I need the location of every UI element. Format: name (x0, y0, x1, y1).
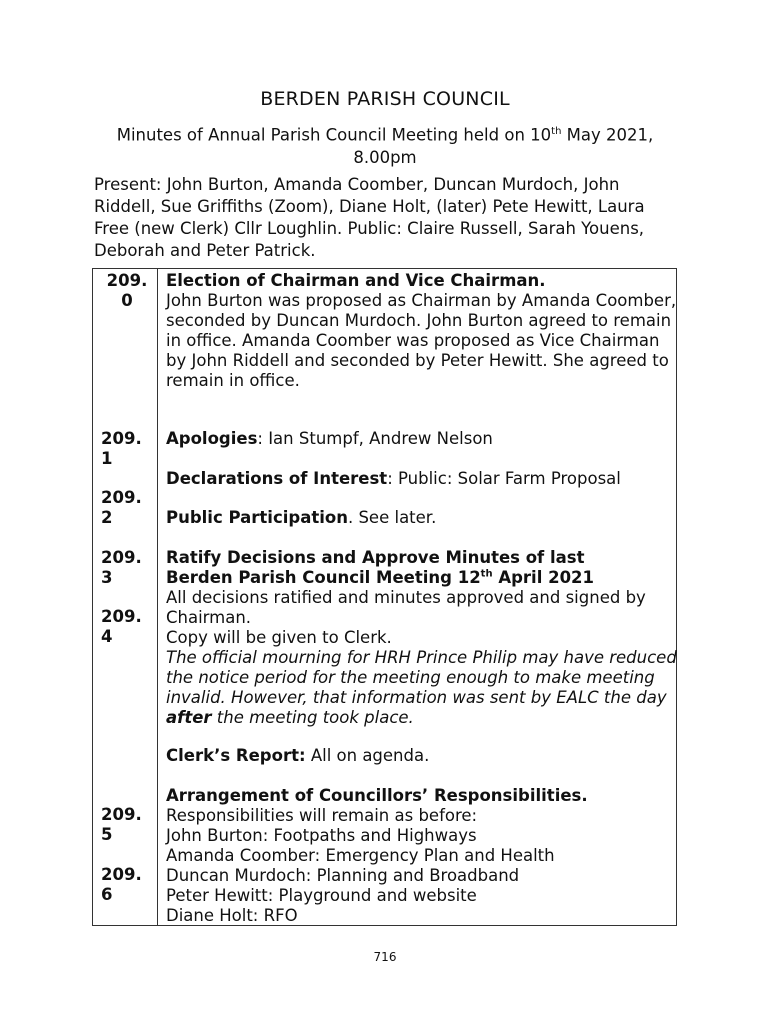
item-number-209-1: 209. 1 (101, 429, 142, 468)
responsibility-line: Amanda Coomber: Emergency Plan and Health (166, 846, 555, 865)
page-number: 716 (373, 950, 397, 964)
responsibility-line: Responsibilities will remain as before: (166, 806, 478, 825)
declarations-text: : Public: Solar Farm Proposal (387, 469, 621, 488)
election-text: John Burton was proposed as Chairman by Amanda Coomber, seconded by Duncan Murdoch. John Burton agreed to remain in office. Amanda Coomber was proposed as Vice Chairman by John Riddell and seconded by Peter Hewitt. She agreed to remain in office. (166, 291, 677, 390)
copy-text: Copy will be given to Clerk. (166, 628, 392, 647)
responsibility-line: Duncan Murdoch: Planning and Broadband (166, 866, 520, 885)
item-number-column (93, 269, 158, 926)
subtitle-date: May 2021, 8.00pm (353, 125, 654, 167)
ratify-item (166, 548, 681, 728)
declarations-label: Declarations of Interest (166, 469, 388, 488)
meeting-subtitle (100, 121, 670, 169)
responsibilities-item (166, 786, 681, 926)
apologies-item (166, 429, 681, 449)
subtitle-main: Minutes of Annual Parish Council Meeting held on 10 (116, 125, 552, 145)
apologies-label: Apologies (166, 429, 258, 448)
ratify-heading-line2: Berden Parish Council Meeting 12th April 2021 (166, 568, 595, 587)
responsibility-line: Diane Holt: RFO (166, 906, 298, 925)
mourning-note: The official mourning for HRH Prince Philip may have reduced the notice period for the meeting enough to make meeting invalid. However, that information was sent by EALC the day after the meeting took place. (166, 648, 677, 727)
item-number-209-6: 209. 6 (101, 865, 142, 904)
item-number-209-2: 209. 2 (101, 488, 142, 527)
responsibility-line: John Burton: Footpaths and Highways (166, 826, 477, 845)
election-item (166, 271, 681, 391)
item-number-209-3: 209. 3 (101, 548, 142, 587)
declarations-item (166, 469, 681, 489)
public-participation-text: . See later. (347, 508, 437, 527)
clerk-report-label: Clerk’s Report: (166, 746, 306, 765)
item-content-column (158, 269, 677, 926)
item-number-209-5: 209. 5 (101, 805, 142, 844)
item-number-209-0: 209. 0 (106, 271, 148, 310)
ratify-text: All decisions ratified and minutes approved and signed by Chairman. (166, 588, 646, 627)
item-number-209-4: 209. 4 (101, 607, 142, 646)
page-title: BERDEN PARISH COUNCIL (260, 88, 510, 110)
responsibilities-heading: Arrangement of Councillors’ Responsibilities. (166, 786, 588, 805)
apologies-text: : Ian Stumpf, Andrew Nelson (257, 429, 493, 448)
ratify-heading-line1: Ratify Decisions and Approve Minutes of last (166, 548, 585, 567)
attendance-paragraph: Present: John Burton, Amanda Coomber, Duncan Murdoch, John Riddell, Sue Griffiths (Zoom), Diane Holt, (later) Pete Hewitt, Laura Free (new Clerk) Cllr Loughlin. Public: Claire Russell, Sarah Youens, Deborah and Peter Patrick. (94, 175, 645, 260)
responsibility-line: Peter Hewitt: Playground and website (166, 886, 477, 905)
subtitle-ordinal: th (551, 126, 562, 137)
public-participation-label: Public Participation (166, 508, 348, 527)
minutes-table (92, 268, 677, 926)
election-heading: Election of Chairman and Vice Chairman. (166, 271, 546, 290)
clerk-report-item (166, 746, 681, 766)
clerk-report-text: All on agenda. (305, 746, 430, 765)
public-participation-item (166, 508, 681, 528)
